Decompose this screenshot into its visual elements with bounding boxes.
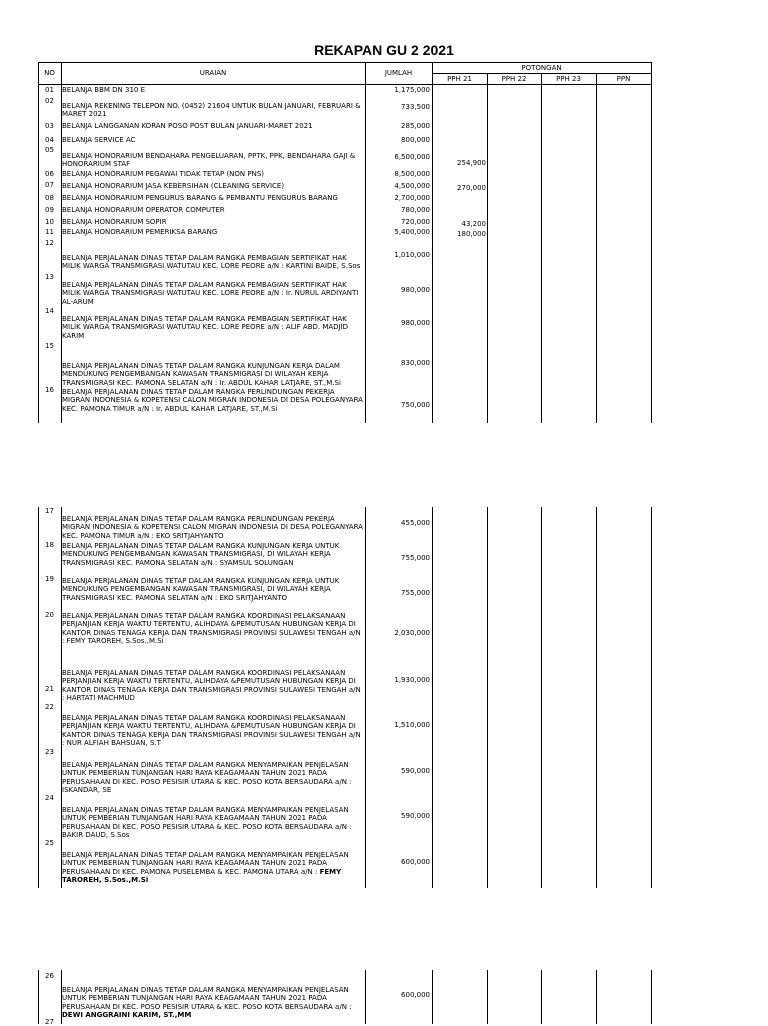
- row-jumlah: 1,930,000: [394, 676, 430, 684]
- row-jumlah: 2,030,000: [394, 629, 430, 637]
- row-uraian: [62, 122, 364, 130]
- header-pph22: PPH 22: [501, 75, 527, 83]
- row-uraian: [62, 254, 364, 271]
- column-border: [541, 970, 542, 1024]
- uraian-text: BELANJA PERJALANAN DINAS TETAP DALAM RANGKA KUNJUNGAN KERJA DALAM MENDUKUNG PENGEMBANGAN KAWASAN TRANSMIGRASI DI WILAYAH KERJA TRANSMIGRASI KEC. PAMONA SELATAN a/N : Ir. ABDUL KAHAR LATJARE, ST.,M.Si: [62, 362, 341, 387]
- uraian-text: BELANJA SERVICE AC: [62, 136, 136, 144]
- uraian-text: BELANJA PERJALANAN DINAS TETAP DALAM RANGKA MENYAMPAIKAN PENJELASAN UNTUK PEMBERIAN TUNJANGAN HARI RAYA KEAGAMAAN TAHUN 2021 PADA PERUSAHAAN DI KEC. POSO PESISIR UTARA & KEC. POSO KOTA BERSAUDARA a/N : ISKANDAR, SE: [62, 761, 352, 794]
- column-border: [596, 970, 597, 1024]
- row-uraian: [62, 362, 364, 387]
- row-number: 01: [45, 86, 54, 94]
- uraian-text: BELANJA PERJALANAN DINAS TETAP DALAM RANGKA KOORDINASI PELAKSANAAN PERJANJIAN KERJA WAKTU TERTENTU, ALIHDAYA &PEMUTUSAN HUBUNGAN KERJA DI KANTOR DINAS TENAGA KERJA DAN TRANSMIGRASI PROVINSI SULAWESI TENGAH a/N : HARTATI MACHMUD: [62, 669, 361, 702]
- header-bottom-border: [38, 84, 651, 85]
- row-jumlah: 980,000: [401, 286, 430, 294]
- row-pph21: 43,200: [461, 220, 486, 228]
- column-border: [365, 62, 366, 423]
- row-jumlah: 830,000: [401, 359, 430, 367]
- column-border: [596, 62, 597, 423]
- row-number: 17: [45, 507, 54, 515]
- row-number: 13: [45, 273, 54, 281]
- row-jumlah: 1,010,000: [394, 251, 430, 259]
- column-border: [38, 62, 39, 423]
- row-uraian: [62, 170, 364, 178]
- uraian-text: BELANJA BBM DN 310 E: [62, 86, 145, 94]
- row-uraian: [62, 102, 364, 119]
- row-uraian: [62, 714, 364, 747]
- uraian-text: BELANJA PERJALANAN DINAS TETAP DALAM RANGKA PEMBAGIAN SERTIFIKAT HAK MILIK WARGA TRANSMIGRASI WATUTAU KEC. LORE PEORE a/N : Ir. NURUL ARDIYANTI AL-ARUM: [62, 281, 359, 306]
- row-uraian: [62, 315, 364, 340]
- uraian-text: BELANJA PERJALANAN DINAS TETAP DALAM RANGKA MENYAMPAIKAN PENJELASAN UNTUK PEMBERIAN TUNJANGAN HARI RAYA KEAGAMAAN TAHUN 2021 PADA PERUSAHAAN DI KEC. PAMONA PUSELEMBA & KEC. PAMONA UTARA a/N :: [62, 851, 349, 876]
- row-jumlah: 8,500,000: [394, 170, 430, 178]
- row-number: 26: [45, 972, 54, 980]
- row-jumlah: 590,000: [401, 812, 430, 820]
- row-jumlah: 1,175,000: [394, 86, 430, 94]
- column-border: [487, 507, 488, 888]
- column-border: [651, 62, 652, 423]
- uraian-text: BELANJA PERJALANAN DINAS TETAP DALAM RANGKA MENYAMPAIKAN PENJELASAN UNTUK PEMBERIAN TUNJANGAN HARI RAYA KEAGAMAAN TAHUN 2021 PADA PERUSAHAAN DI KEC. POSO PESISIR UTARA & KEC. POSO KOTA BERSAUDARA a/N :: [62, 986, 352, 1011]
- row-number: 18: [45, 541, 54, 549]
- row-jumlah: 755,000: [401, 589, 430, 597]
- row-jumlah: 600,000: [401, 858, 430, 866]
- row-uraian: [62, 986, 364, 1019]
- row-number: 23: [45, 748, 54, 756]
- row-jumlah: 600,000: [401, 991, 430, 999]
- row-jumlah: 285,000: [401, 122, 430, 130]
- row-jumlah: 455,000: [401, 519, 430, 527]
- header-jumlah: JUMLAH: [384, 69, 413, 77]
- row-number: 15: [45, 342, 54, 350]
- column-border: [596, 507, 597, 888]
- column-border: [38, 970, 39, 1024]
- column-border: [365, 970, 366, 1024]
- row-number: 11: [45, 228, 54, 236]
- row-number: 27: [45, 1018, 54, 1026]
- column-border: [432, 507, 433, 888]
- row-number: 08: [45, 194, 54, 202]
- row-number: 24: [45, 794, 54, 802]
- row-number: 05: [45, 146, 54, 154]
- row-jumlah: 6,500,000: [394, 153, 430, 161]
- row-number: 06: [45, 170, 54, 178]
- uraian-text: BELANJA PERJALANAN DINAS TETAP DALAM RANGKA PERLINDUNGAN PEKERJA MIGRAN INDONESIA & KOPETENSI CALON MIGRAN INDONESIA DI DESA POLEGANYARA KEC. PAMONA TIMUR a/N : EKO SRITJAHYANTO: [62, 515, 363, 540]
- row-uraian: [62, 218, 364, 226]
- row-uraian: [62, 851, 364, 884]
- row-number: 20: [45, 611, 54, 619]
- row-uraian: [62, 136, 364, 144]
- row-number: 10: [45, 218, 54, 226]
- page-title: REKAPAN GU 2 2021: [314, 42, 454, 58]
- row-jumlah: 4,500,000: [394, 182, 430, 190]
- row-uraian: [62, 806, 364, 839]
- row-number: 04: [45, 136, 54, 144]
- header-uraian: URAIAN: [199, 69, 227, 77]
- header-potongan: POTONGAN: [521, 64, 562, 72]
- row-jumlah: 750,000: [401, 401, 430, 409]
- column-border: [487, 970, 488, 1024]
- uraian-name-bold: FEMY TAROREH, S.Sos.,M.Si: [62, 867, 342, 884]
- row-pph21: 254,900: [457, 159, 486, 167]
- row-uraian: [62, 152, 364, 169]
- uraian-text: BELANJA REKENING TELEPON NO. (0452) 21604 UNTUK BULAN JANUARI, FEBRUARI & MARET 2021: [62, 102, 361, 119]
- uraian-text: BELANJA PERJALANAN DINAS TETAP DALAM RANGKA KUNJUNGAN KERJA UNTUK MENDUKUNG PENGEMBANGAN KAWASAN TRANSMIGRASI, DI WILAYAH KERJA TRANSMIGRASI KEC. PAMONA SELATAN a/N : EKO SRITJAHYANTO: [62, 577, 340, 602]
- column-border: [651, 970, 652, 1024]
- row-uraian: [62, 194, 364, 202]
- row-uraian: [62, 228, 364, 236]
- column-border: [432, 62, 433, 423]
- uraian-text: BELANJA LANGGANAN KORAN POSO POST BULAN JANUARI-MARET 2021: [62, 122, 313, 130]
- row-uraian: [62, 86, 364, 94]
- row-number: 19: [45, 575, 54, 583]
- column-border: [432, 970, 433, 1024]
- header-ppn: PPN: [616, 75, 631, 83]
- row-number: 14: [45, 307, 54, 315]
- row-pph21: 270,000: [457, 184, 486, 192]
- header-pph21: PPH 21: [447, 75, 472, 83]
- row-number: 09: [45, 206, 54, 214]
- row-jumlah: 755,000: [401, 554, 430, 562]
- uraian-text: BELANJA PERJALANAN DINAS TETAP DALAM RANGKA KOORDINASI PELAKSANAAN PERJANJIAN KERJA WAKTU TERTENTU, ALIHDAYA &PEMUTUSAN HUBUNGAN KERJA DI KANTOR DINAS TENAGA KERJA DAN TRANSMIGRASI PROVINSI SULAWESI TENGAH a/N : FEMY TAROREH, S.Sos.,M.Si: [62, 612, 361, 645]
- row-jumlah: 800,000: [401, 136, 430, 144]
- row-number: 03: [45, 122, 54, 130]
- row-uraian: [62, 182, 364, 190]
- row-number: 21: [45, 685, 54, 693]
- row-jumlah: 5,400,000: [394, 228, 430, 236]
- row-uraian: [62, 542, 364, 567]
- uraian-text: BELANJA HONORARIUM OPERATOR COMPUTER: [62, 206, 225, 214]
- uraian-text: BELANJA HONORARIUM SOPIR: [62, 218, 167, 226]
- column-border: [38, 507, 39, 888]
- row-uraian: [62, 761, 364, 794]
- row-number: 16: [45, 386, 54, 394]
- uraian-text: BELANJA HONORARIUM PEGAWAI TIDAK TETAP (NON PNS): [62, 170, 265, 178]
- row-uraian: [62, 515, 364, 540]
- row-jumlah: 733,500: [401, 103, 430, 111]
- uraian-text: BELANJA HONORARIUM BENDAHARA PENGELUARAN, PPTK, PPK, BENDAHARA GAJI & HONORARIUM STAF: [62, 152, 356, 169]
- row-uraian: [62, 669, 364, 702]
- potongan-divider: [432, 73, 651, 74]
- column-border: [541, 507, 542, 888]
- uraian-text: BELANJA PERJALANAN DINAS TETAP DALAM RANGKA PEMBAGIAN SERTIFIKAT HAK MILIK WARGA TRANSMIGRASI WATUTAU KEC. LORE PEORE a/N : KARTINI BAIDE, S.Sos: [62, 254, 361, 271]
- row-number: 25: [45, 839, 54, 847]
- row-uraian: [62, 281, 364, 306]
- column-border: [651, 507, 652, 888]
- row-jumlah: 590,000: [401, 767, 430, 775]
- uraian-text: BELANJA HONORARIUM PENGURUS BARANG & PEMBANTU PENGURUS BARANG: [62, 194, 338, 202]
- uraian-text: BELANJA HONORARIUM JASA KEBERSIHAN (CLEANING SERVICE): [62, 182, 285, 190]
- header-pph23: PPH 23: [556, 75, 581, 83]
- row-number: 12: [45, 239, 54, 247]
- header-no: NO: [44, 69, 55, 77]
- uraian-text: BELANJA PERJALANAN DINAS TETAP DALAM RANGKA KOORDINASI PELAKSANAAN PERJANJIAN KERJA WAKTU TERTENTU, ALIHDAYA &PEMUTUSAN HUBUNGAN KERJA DI KANTOR DINAS TENAGA KERJA DAN TRANSMIGRASI PROVINSI SULAWESI TENGAH a/N : NUR ALFIAH BAHSUAN, S.T: [62, 714, 361, 747]
- uraian-text: BELANJA HONORARIUM PEMERIKSA BARANG: [62, 228, 218, 236]
- row-jumlah: 720,000: [401, 218, 430, 226]
- row-jumlah: 980,000: [401, 319, 430, 327]
- row-jumlah: 1,510,000: [394, 721, 430, 729]
- row-uraian: [62, 388, 364, 413]
- row-uraian: [62, 206, 364, 214]
- uraian-text: BELANJA PERJALANAN DINAS TETAP DALAM RANGKA MENYAMPAIKAN PENJELASAN UNTUK PEMBERIAN TUNJANGAN HARI RAYA KEAGAMAAN TAHUN 2021 PADA PERUSAHAAN DI KEC. POSO PESISIR UTARA & KEC. POSO KOTA BERSAUDARA a/N : BAKIR DAUD, S.Sos: [62, 806, 352, 839]
- row-jumlah: 780,000: [401, 206, 430, 214]
- row-number: 02: [45, 97, 54, 105]
- row-jumlah: 2,700,000: [394, 194, 430, 202]
- row-number: 07: [45, 181, 54, 189]
- row-uraian: [62, 612, 364, 645]
- column-border: [365, 507, 366, 888]
- row-uraian: [62, 577, 364, 602]
- uraian-text: BELANJA PERJALANAN DINAS TETAP DALAM RANGKA KUNJUNGAN KERJA UNTUK MENDUKUNG PENGEMBANGAN KAWASAN TRANSMIGRASI, DI WILAYAH KERJA TRANSMIGRASI KEC. PAMONA SELATAN a/N : SYAMSUL SOLUNGAN: [62, 542, 340, 567]
- row-pph21: 180,000: [457, 230, 486, 238]
- row-number: 22: [45, 703, 54, 711]
- column-border: [541, 62, 542, 423]
- uraian-text: BELANJA PERJALANAN DINAS TETAP DALAM RANGKA PERLINDUNGAN PEKERJA MIGRAN INDONESIA & KOPETENSI CALON MIGRAN INDONESIA DI DESA POLEGANYARA KEC. PAMONA TIMUR a/N : Ir. ABDUL KAHAR LATJARE, ST.,M.Si: [62, 388, 363, 413]
- uraian-text: BELANJA PERJALANAN DINAS TETAP DALAM RANGKA PEMBAGIAN SERTIFIKAT HAK MILIK WARGA TRANSMIGRASI WATUTAU KEC. LORE PEORE a/N : ALIF ABD. MADJID KARIM: [62, 315, 349, 340]
- uraian-name-bold: DEWI ANGGRAINI KARIM, ST.,MM: [62, 1010, 192, 1019]
- header-top-border: [38, 62, 651, 63]
- column-border: [487, 62, 488, 423]
